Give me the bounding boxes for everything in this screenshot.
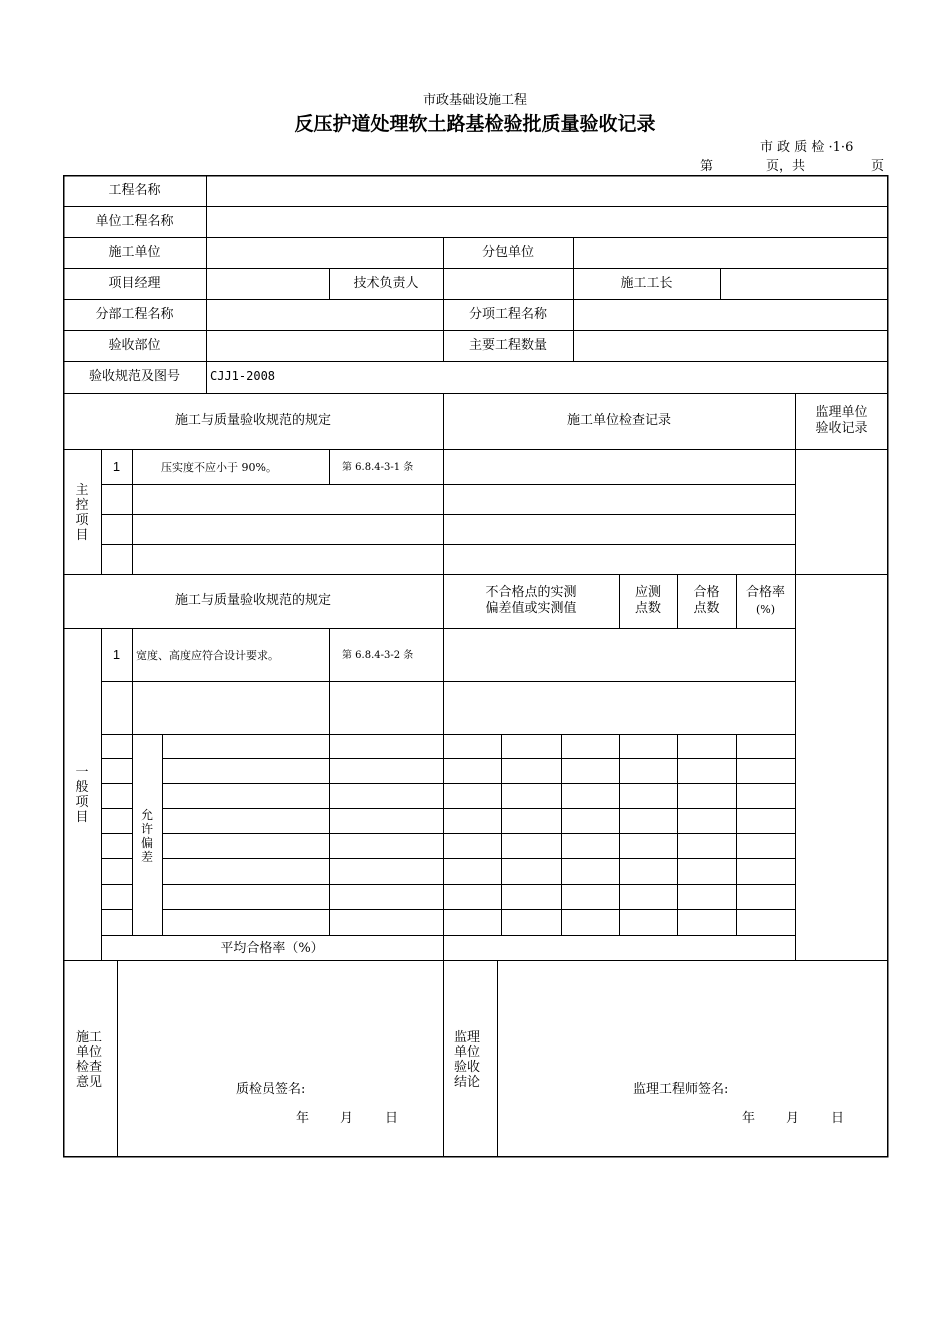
points-header-line1: 应测: [634, 585, 661, 600]
construction-month-label: 月: [340, 1111, 354, 1126]
rate-header-line1: 合格率: [745, 585, 785, 600]
tech-lead-label: 技术负责人: [353, 276, 419, 291]
supervision-day-label: 日: [831, 1111, 845, 1126]
main-spec-header: 施工与质量验收规范的规定: [174, 413, 331, 428]
subcontract-unit-label: 分包单位: [481, 245, 534, 260]
supervision-year-label: 年: [742, 1111, 756, 1126]
division-name-label: 分部工程名称: [95, 307, 174, 322]
foreman-label: 施工工长: [620, 276, 673, 291]
supervisor-header-line2: 验收记录: [815, 421, 868, 436]
general-row-requirement: 宽度、高度应符合设计要求。: [136, 649, 279, 662]
page-first-label: 第: [700, 159, 714, 174]
inspector-signature-label: 质检员签名:: [236, 1082, 306, 1097]
engineer-signature-label: 监理工程师签名:: [633, 1082, 729, 1097]
general-row-no: 1: [112, 647, 121, 662]
construction-day-label: 日: [385, 1111, 399, 1126]
general-items-label: 一般项目: [75, 765, 89, 825]
deviation-header-line1: 不合格点的实测: [485, 585, 577, 600]
average-rate-label: 平均合格率（%）: [220, 941, 324, 956]
main-row-requirement: 压实度不应小于 90%。: [161, 461, 277, 474]
acceptance-part-label: 验收部位: [108, 338, 161, 353]
construction-unit-label: 施工单位: [108, 245, 161, 260]
page-last-label: 页: [871, 159, 885, 174]
subitem-name-label: 分项工程名称: [468, 307, 547, 322]
pass-header-line2: 点数: [693, 601, 720, 616]
page-title: 反压护道处理软土路基检验批质量验收记录: [294, 113, 656, 135]
project-manager-label: 项目经理: [108, 276, 161, 291]
construction-year-label: 年: [296, 1111, 310, 1126]
project-name-label: 工程名称: [108, 183, 161, 198]
points-header-line2: 点数: [634, 601, 661, 616]
main-quantity-label: 主要工程数量: [468, 338, 547, 353]
general-row-clause: 第 6.8.4-3-2 条: [342, 650, 414, 661]
supervisor-header-line1: 监理单位: [815, 405, 868, 420]
form-code: 市 政 质 检 ·1·6: [760, 140, 854, 155]
page-mid-label: 页，共: [766, 159, 806, 174]
main-control-label: 主控项目: [75, 483, 89, 543]
supervision-month-label: 月: [786, 1111, 800, 1126]
unit-project-name-label: 单位工程名称: [95, 214, 174, 229]
main-check-header: 施工单位检查记录: [566, 413, 671, 428]
general-spec-header: 施工与质量验收规范的规定: [174, 593, 331, 608]
deviation-header-line2: 偏差值或实测值: [485, 601, 577, 616]
pass-header-line1: 合格: [693, 585, 720, 600]
rate-header-line2: (%): [755, 603, 776, 616]
construction-opinion-label: 施工单位检查意见: [75, 1030, 102, 1090]
main-row-clause: 第 6.8.4-3-1 条: [342, 462, 414, 473]
spec-value: CJJ1-2008: [210, 369, 276, 383]
document-category: 市政基础设施工程: [422, 93, 527, 108]
main-row-no: 1: [112, 459, 121, 474]
supervision-conclusion-label: 监理单位验收结论: [453, 1030, 480, 1090]
spec-label: 验收规范及图号: [88, 369, 180, 384]
tolerance-label: 允许偏差: [140, 808, 153, 864]
